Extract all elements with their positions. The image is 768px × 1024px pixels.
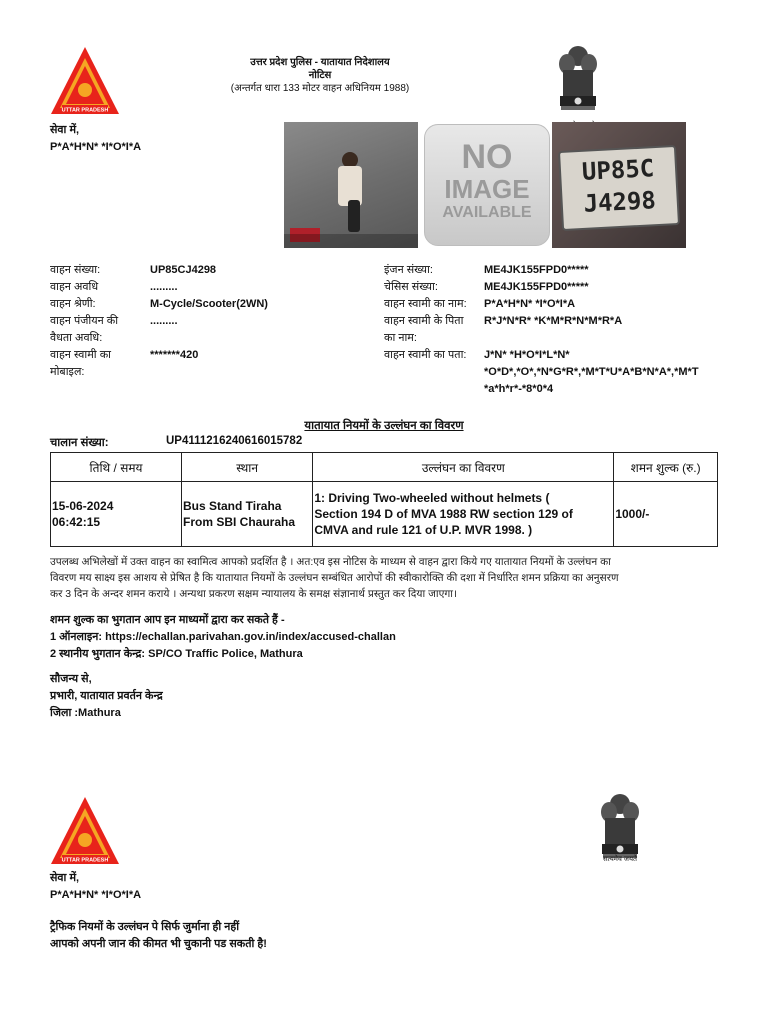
emblem-caption-footer: सत्यमेव जयते [602,856,638,863]
header-subtitle: (अन्तर्गत धारा 133 मोटर वाहन अधिनियम 1988) [230,83,410,94]
recipient-name: P*A*H*N* *I*O*I*A [50,141,142,153]
label-vehicle-number: वाहन संख्या: [50,264,101,276]
cell-place: Bus Stand Tiraha From SBI Chauraha [181,482,312,547]
label-engine-number: इंजन संख्या: [384,264,433,276]
col-fee: शमन शुल्क (रु.) [614,453,718,482]
label-chassis-number: चेसिस संख्या: [384,281,438,293]
footer-recipient-name: P*A*H*N* *I*O*I*A [50,889,142,901]
cell-fee: 1000/- [614,482,718,547]
label-registration-validity-2: वैधता अवधि: [50,332,103,344]
value-engine-number: ME4JK155FPD0***** [484,264,589,276]
violation-section-title: यातायात नियमों के उल्लंघन का विवरण [304,420,464,432]
header-title: उत्तर प्रदेश पुलिस - यातायात निदेशालय [250,57,390,68]
courtesy-line: सौजन्य से, [50,673,92,685]
label-vehicle-period: वाहन अवधि [50,281,99,293]
value-owner-address-3: *a*h*r*-*8*0*4 [484,383,554,395]
violation-table-header [51,453,718,482]
traffic-directorate-logo [48,44,122,118]
col-violation-detail: उल्लंघन का विवरण [313,453,614,482]
footer-message-line1: ट्रैफिक नियमों के उल्लंघन पे सिर्फ जुर्माना ही नहीं [50,921,240,933]
value-owner-mobile: *******420 [150,349,199,361]
number-plate-photo: UP85C J4298 [552,122,686,248]
value-vehicle-class: M-Cycle/Scooter(2WN) [150,298,268,310]
value-vehicle-number: UP85CJ4298 [150,264,217,276]
footer-message-line2: आपको अपनी जान की कीमत भी चुकानी पड सकती है! [50,938,267,950]
no-image-placeholder: NO IMAGE AVAILABLE [424,122,550,248]
notice-body-line2: विवरण मय साक्ष्य इस आशय से प्रेषित है कि यातायात नियमों के उल्लंघन सम्बंधित आरोपों की स्वीकारोक्ति की दशा में निर्धारित शमन प्रक्रिया का अनुसरण [50,572,619,584]
violation-table [50,452,718,547]
label-owner-name: वाहन स्वामी का नाम: [384,298,467,310]
payment-online-link[interactable]: 1 ऑनलाइन: https://echallan.parivahan.gov.in/index/accused-challan [50,631,396,643]
in-charge-line: प्रभारी, यातायात प्रवर्तन केन्द्र [50,690,163,702]
label-registration-validity: वाहन पंजीयन की [50,315,119,327]
traffic-directorate-logo-footer [48,794,122,868]
footer-salutation: सेवा में, [50,872,80,884]
label-father-name-2: का नाम: [384,332,417,344]
label-vehicle-class: वाहन श्रेणी: [50,298,96,310]
cell-violation-detail: 1: Driving Two-wheeled without helmets ( Section 194 D of MVA 1988 RW section 129 of CMVA and rule 121 of U.P. MVR 1998. ) [313,482,614,547]
table-row [51,482,718,547]
payment-title: शमन शुल्क का भुगतान आप इन माध्यमों द्वारा कर सकते हैं - [50,614,285,626]
vehicle-details-right [384,262,764,402]
challan-label: चालान संख्या: [50,437,109,449]
notice-body-line3: कर 3 दिन के अन्दर शमन कराये । अन्यथा प्रकरण सक्षम न्यायालय के समक्ष संज्ञानार्थ प्रस्तुत कर दिया जाएगा। [50,588,458,600]
national-emblem-icon [555,42,601,120]
value-father-name: R*J*N*R* *K*M*R*N*M*R*A [484,315,623,327]
label-owner-address: वाहन स्वामी का पता: [384,349,467,361]
col-place: स्थान [181,453,312,482]
label-father-name: वाहन स्वामी के पिता [384,315,464,327]
challan-number: UP4111216240616015782 [166,435,303,447]
value-chassis-number: ME4JK155FPD0***** [484,281,589,293]
value-vehicle-period: ......... [150,281,178,293]
cell-date-time: 15-06-2024 06:42:15 [51,482,182,547]
header-notice: नोटिस [308,70,332,81]
value-registration-validity: ......... [150,315,178,327]
svg-text:UTTAR PRADESH: UTTAR PRADESH [61,857,109,864]
notice-body-line1: उपलब्ध अभिलेखों में उक्त वाहन का स्वामित्व आपको प्रदर्शित है । अत:एव इस नोटिस के माध्यम से वाहन द्वारा किये गए यातायात नियमों के उल्लंघन का [50,556,611,568]
value-owner-address: J*N* *H*O*I*L*N* [484,349,570,361]
value-owner-name: P*A*H*N* *I*O*I*A [484,298,576,310]
col-date-time: तिथि / समय [51,453,182,482]
district-line: जिला :Mathura [50,707,121,719]
violation-photo [284,122,418,248]
value-owner-address-2: *O*D*,*O*,*N*G*R*,*M*T*U*A*B*N*A*,*M*T [484,366,699,378]
payment-offline: 2 स्थानीय भुगतान केन्द्र: SP/CO Traffic Police, Mathura [50,648,303,660]
svg-text:UTTAR PRADESH: UTTAR PRADESH [61,107,109,114]
label-owner-mobile-2: मोबाइल: [50,366,85,378]
label-owner-mobile: वाहन स्वामी का [50,349,111,361]
vehicle-details-left [50,262,380,382]
salutation: सेवा में, [50,124,80,136]
